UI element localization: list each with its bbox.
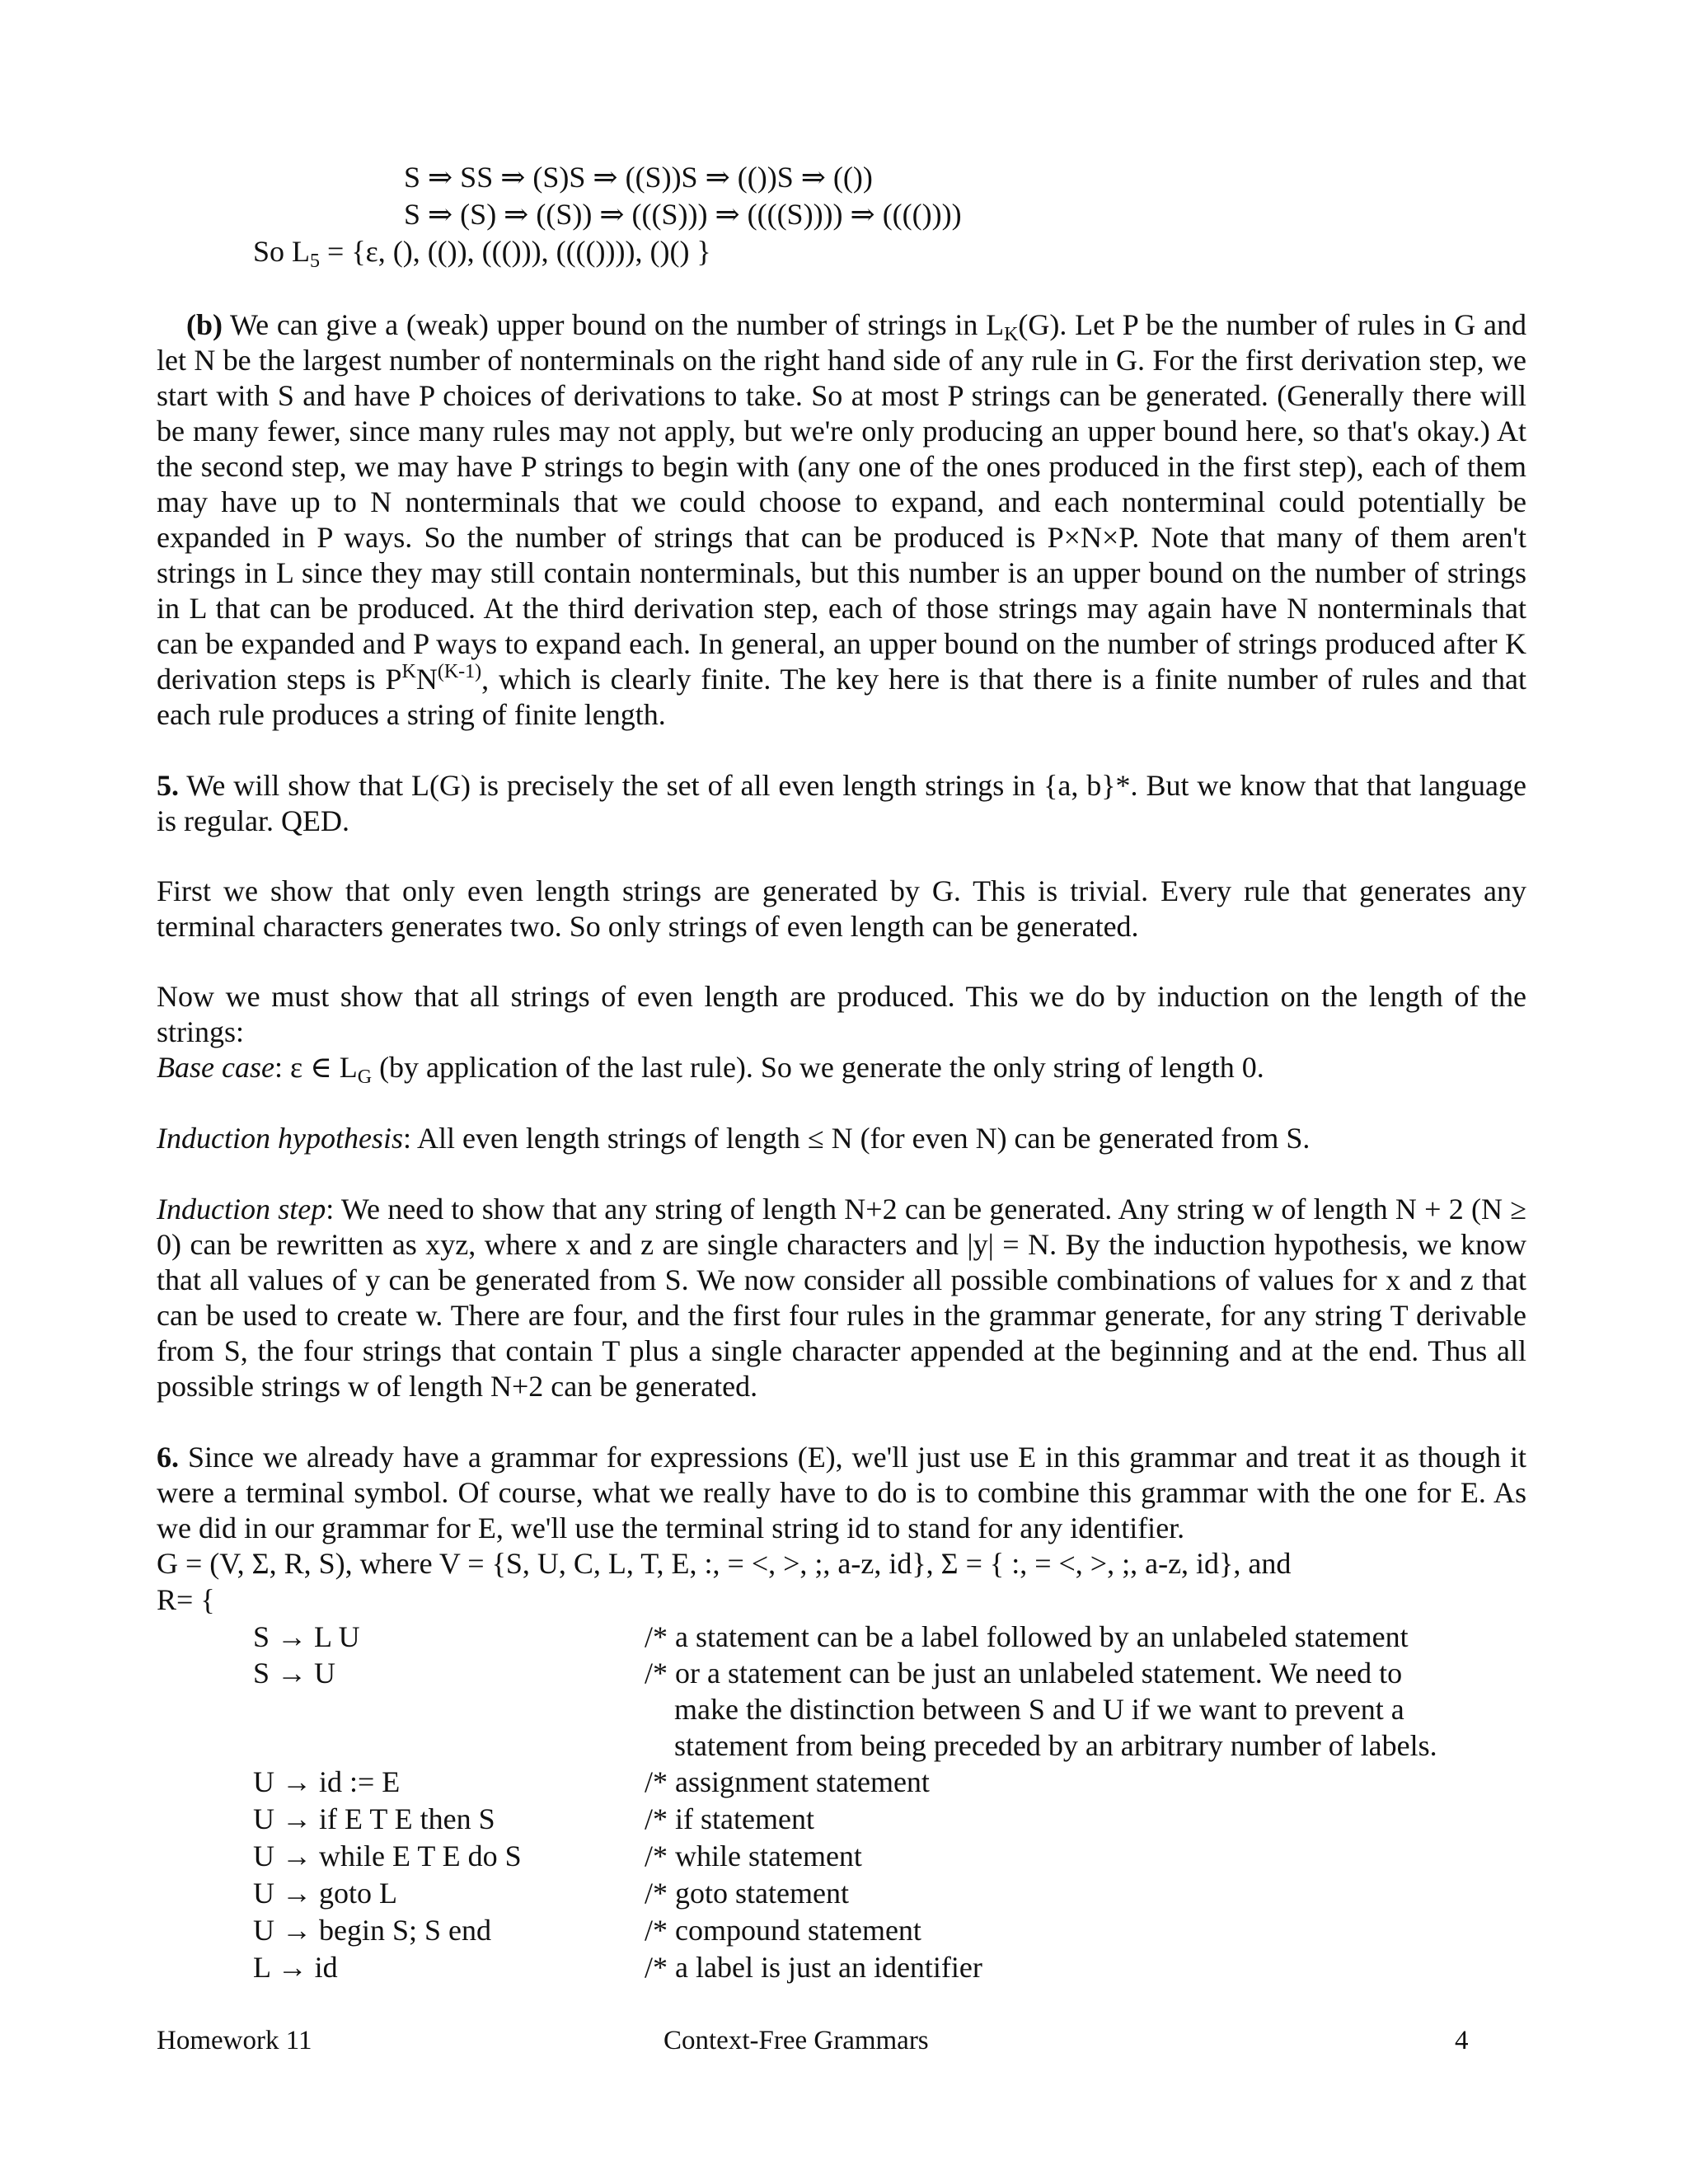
grammar-rule: L → id (253, 1951, 338, 1984)
rule-comment: /* compound statement (645, 1914, 921, 1947)
grammar-rule: S → U (253, 1657, 336, 1690)
base-case-label: Base case (157, 1051, 274, 1084)
grammar-definition: G = (V, Σ, R, S), where V = {S, U, C, L, T, E, :, = <, >, ;, a-z, id}, Σ = { :, = <, >, ;, a-z, id}, and (157, 1547, 1292, 1580)
rule-comment: /* while statement (645, 1840, 862, 1872)
part-b-label: (b) (186, 308, 223, 341)
problem-5-first: First we show that only even length strings are generated by G. This is trivial. Every rule that generates any terminal characters generates two. So only strings of even length can be generated. (157, 874, 1526, 943)
rule-comment: /* goto statement (645, 1877, 849, 1910)
rule-comment-continuation: make the distinction between S and U if we want to prevent a (674, 1693, 1404, 1726)
grammar-rule: U → goto L (253, 1877, 397, 1910)
footer-left: Homework 11 (157, 2026, 312, 2055)
l5-subscript: 5 (310, 251, 321, 272)
rule-comment: /* a label is just an identifier (645, 1951, 982, 1984)
problem-5-intro: 5. We will show that L(G) is precisely the set of all even length strings in {a, b}*. But we know that that language is regular. QED. (157, 769, 1526, 837)
problem-6-intro: 6. Since we already have a grammar for expressions (E), we'll just use E in this grammar and treat it as though it were a terminal symbol. Of course, what we really have to do is to combine this grammar with the one for E. As we did in our grammar for E, we'll use the terminal string id to stand for any identifier. (157, 1441, 1526, 1544)
induction-step: Induction step: We need to show that any string of length N+2 can be generated. Any string w of length N + 2 (N ≥ 0) can be rewritten as xyz, where x and z are single characters and |y| = N. By the induction hypothesis, we know that all values of y can be generated from S. We now consider all possible combinations of values for x and z that can be used to create w. There are four, and the first four rules in the grammar generate, for any string T derivable from S, the four strings that contain T plus a single character appended at the beginning and at the end. Thus all possible strings w of length N+2 can be generated. (157, 1193, 1526, 1403)
rule-comment: /* or a statement can be just an unlabeled statement. We need to (645, 1657, 1403, 1690)
grammar-rule: U → if E T E then S (253, 1802, 495, 1835)
derivation-line-2: S ⇒ (S) ⇒ ((S)) ⇒ (((S))) ⇒ ((((S)))) ⇒ (((()))) (404, 198, 962, 231)
problem-6-label: 6. (157, 1441, 179, 1474)
induction-hypothesis-label: Induction hypothesis (157, 1122, 403, 1155)
rule-comment: /* if statement (645, 1802, 814, 1835)
l5-set: = {ε, (), (()), ((())), (((()))), ()() } (320, 235, 711, 268)
problem-5-label: 5. (157, 769, 179, 802)
grammar-rule: U → id := E (253, 1765, 401, 1798)
rule-comment: /* a statement can be a label followed by an unlabeled statement (645, 1620, 1409, 1653)
footer-page-number: 4 (1455, 2026, 1469, 2055)
l5-set-line (253, 234, 711, 272)
rule-comment-continuation: statement from being preceded by an arbitrary number of labels. (674, 1729, 1437, 1762)
rules-open: R= { (157, 1583, 215, 1616)
footer-center: Context-Free Grammars (663, 2026, 929, 2055)
grammar-rule: U → while E T E do S (253, 1840, 522, 1872)
derivation-line-1: S ⇒ SS ⇒ (S)S ⇒ ((S))S ⇒ (())S ⇒ (()) (404, 161, 873, 194)
induction-step-label: Induction step (157, 1193, 326, 1226)
part-b-paragraph: (b) We can give a (weak) upper bound on the number of strings in $L_K(G)$. Let P be the number of rules in G and let N be the largest number of nonterminals on the right hand side of any rule in G. For the first derivation step, we start with S and have P choices of derivations to take. So at most P strings can be generated. (Generally there will be many fewer, since many rules may not apply, but we're only producing an upper bound here, so that's okay.) At the second step, we may have P strings to begin with (any one of the ones produced in the first step), each of them may have up to N nonterminals that we could choose to expand, and each nonterminal could potentially be expanded in P ways. So the number of strings that can be produced is P×N×P. Note that many of them aren't strings in L since they may still contain nonterminals, but this number is an upper bound on the number of strings in L that can be produced. At the third derivation step, each of those strings may again have N nonterminals that can be expanded and P ways to expand each. In general, an upper bound on the number of strings produced after K derivation steps is $P^KN^{(K-1)}$, which is clearly finite. The key here is that there is a finite number of rules and that each rule produces a string of finite length. (157, 308, 1527, 731)
grammar-rule: U → begin S; S end (253, 1914, 492, 1947)
base-case: Base case: ε ∈ $L_G$ (by application of the last rule). So we generate the only string of length 0. (157, 1051, 1264, 1088)
rule-comment: /* assignment statement (645, 1765, 930, 1798)
induction-hypothesis: Induction hypothesis: All even length strings of length ≤ N (for even N) can be generated from S. (157, 1122, 1311, 1155)
grammar-rule: S → L U (253, 1620, 360, 1653)
l5-prefix: So L (253, 235, 311, 268)
problem-5-now: Now we must show that all strings of even length are produced. This we do by induction on the length of the strings: (157, 980, 1526, 1048)
